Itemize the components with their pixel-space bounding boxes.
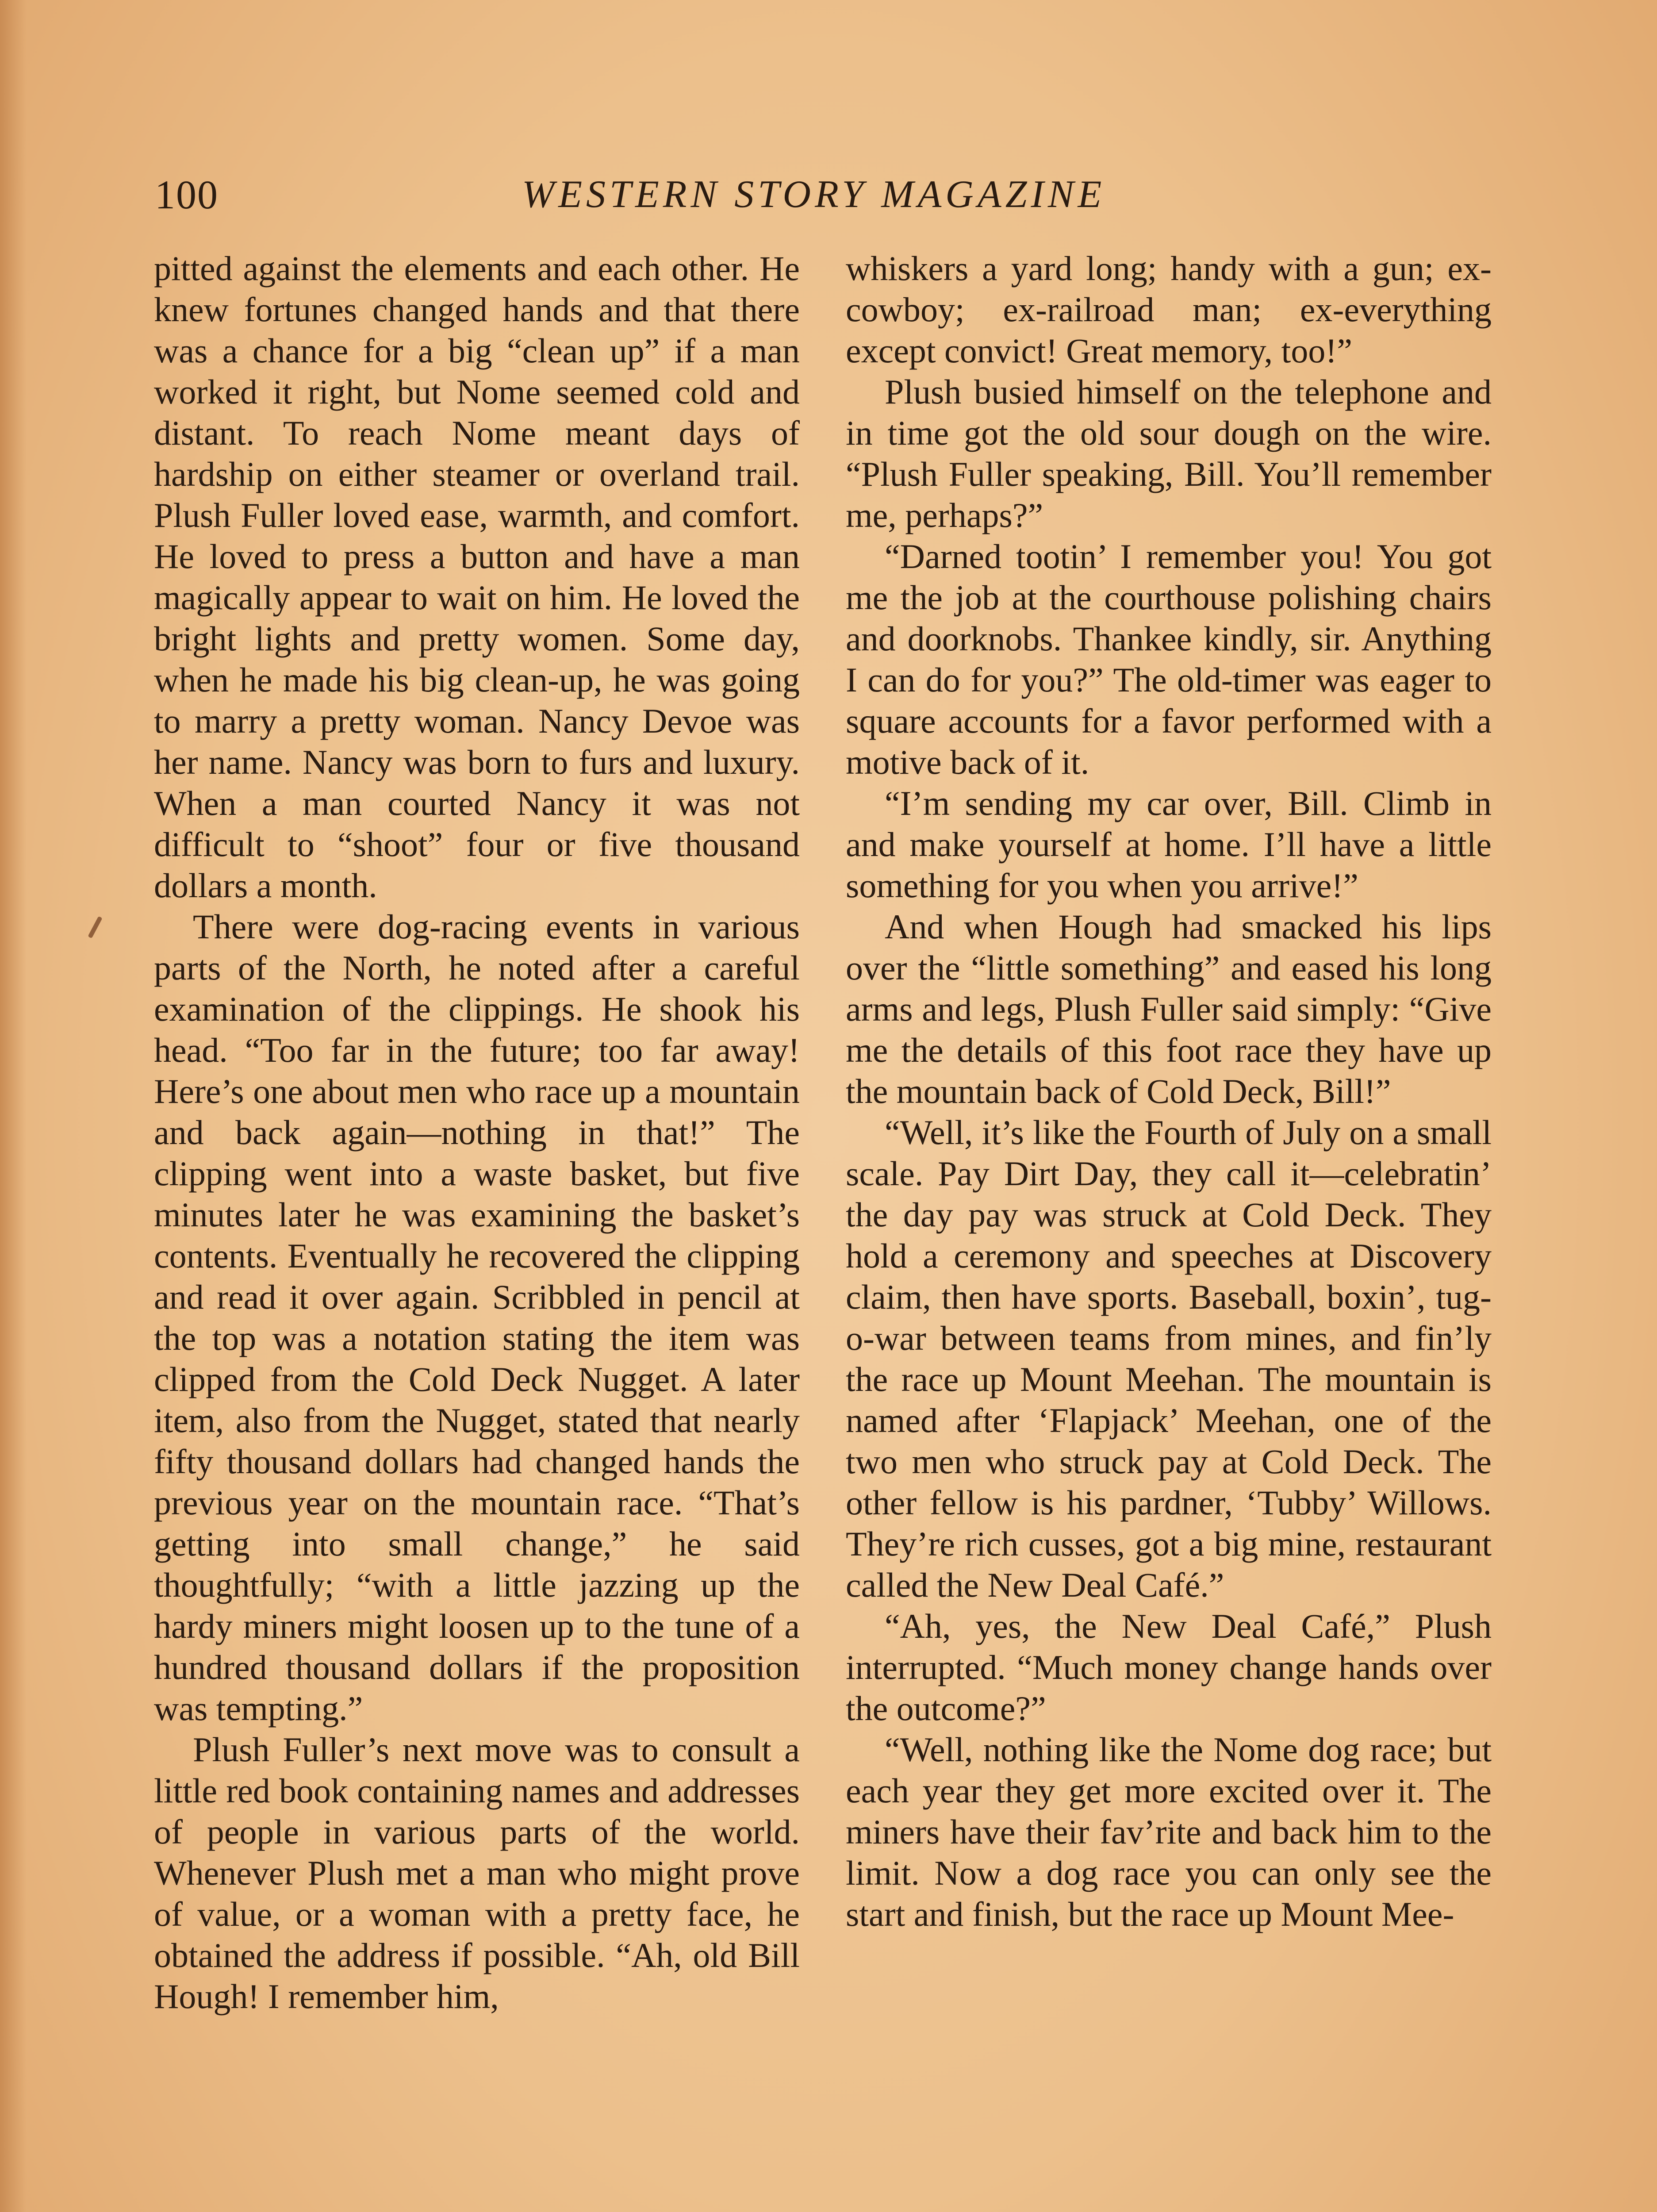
page-number: 100: [155, 172, 219, 217]
paragraph: Plush Fuller’s next move was to consult a little red book containing names and addresses of people in various parts of the world. Whenever Plush met a man who might prove of value, or a woman with a pretty face, he obtained the address if possible. “Ah, old Bill Hough! I remember him,: [154, 1730, 800, 2016]
paragraph: “Well, it’s like the Fourth of July on a small scale. Pay Dirt Day, they call it—celebratin’ the day pay was struck at Cold Deck. They hold a ceremony and speeches at Discovery claim, then have sports. Baseball, boxin’, tug-o-war between teams from mines, and fin’ly the race up Mount Meehan. The mountain is named after ‘Flapjack’ Meehan, one of the two men who struck pay at Cold Deck. The other fellow is his pardner, ‘Tubby’ Willows. They’re rich cusses, got a big mine, restaurant called the New Deal Café.”: [846, 1113, 1492, 1604]
paragraph: “Darned tootin’ I remember you! You got me the job at the courthouse polishing chairs and doorknobs. Thankee kindly, sir. Anything I can do for you?” The old-timer was eager to square accounts for a favor performed with a motive back of it.: [846, 537, 1492, 781]
paragraph: Plush busied himself on the telephone and in time got the old sour dough on the wire. “Plush Fuller speaking, Bill. You’ll remember me, perhaps?”: [846, 373, 1492, 534]
right-column: [846, 248, 1492, 1935]
magazine-title: WESTERN STORY MAGAZINE: [522, 173, 1106, 216]
paragraph: whiskers a yard long; handy with a gun; ex-cowboy; ex-railroad man; ex-everything except convict! Great memory, too!”: [846, 249, 1492, 370]
paragraph: And when Hough had smacked his lips over the “little something” and eased his long arms and legs, Plush Fuller said simply: “Give me the details of this foot race they have up the mountain back of Cold Deck, Bill!”: [846, 907, 1492, 1110]
page-header: [155, 166, 1495, 223]
paragraph: pitted against the elements and each other. He knew fortunes changed hands and that there was a chance for a big “clean up” if a man worked it right, but Nome seemed cold and distant. To reach Nome meant days of hardship on either steamer or overland trail. Plush Fuller loved ease, warmth, and comfort. He loved to press a button and have a man magically appear to wait on him. He loved the bright lights and pretty women. Some day, when he made his big clean-up, he was going to marry a pretty woman. Nancy Devoe was her name. Nancy was born to furs and luxury. When a man courted Nancy it was not difficult to “shoot” four or five thousand dollars a month.: [154, 249, 800, 905]
left-column: [154, 248, 800, 2017]
pencil-mark: [88, 916, 102, 939]
page-edge-shadow: [0, 0, 27, 2212]
paragraph: “Well, nothing like the Nome dog race; but each year they get more excited over it. The miners have their fav’rite and back him to the limit. Now a dog race you can only see the start and finish, but the race up Mount Mee-: [846, 1730, 1492, 1933]
paragraph: “I’m sending my car over, Bill. Climb in and make yourself at home. I’ll have a little something for you when you arrive!”: [846, 784, 1492, 905]
paragraph: There were dog-racing events in various parts of the North, he noted after a careful examination of the clippings. He shook his head. “Too far in the future; too far away! Here’s one about men who race up a mountain and back again—nothing in that!” The clipping went into a waste basket, but five minutes later he was examining the basket’s contents. Eventually he recovered the clipping and read it over again. Scribbled in pencil at the top was a notation stating the item was clipped from the Cold Deck Nugget. A later item, also from the Nugget, stated that nearly fifty thousand dollars had changed hands the previous year on the mountain race. “That’s getting into small change,” he said thoughtfully; “with a little jazzing up the hardy miners might loosen up to the tune of a hundred thousand dollars if the proposition was tempting.”: [154, 907, 800, 1728]
paragraph: “Ah, yes, the New Deal Café,” Plush interrupted. “Much money change hands over the outcome?”: [846, 1607, 1492, 1728]
